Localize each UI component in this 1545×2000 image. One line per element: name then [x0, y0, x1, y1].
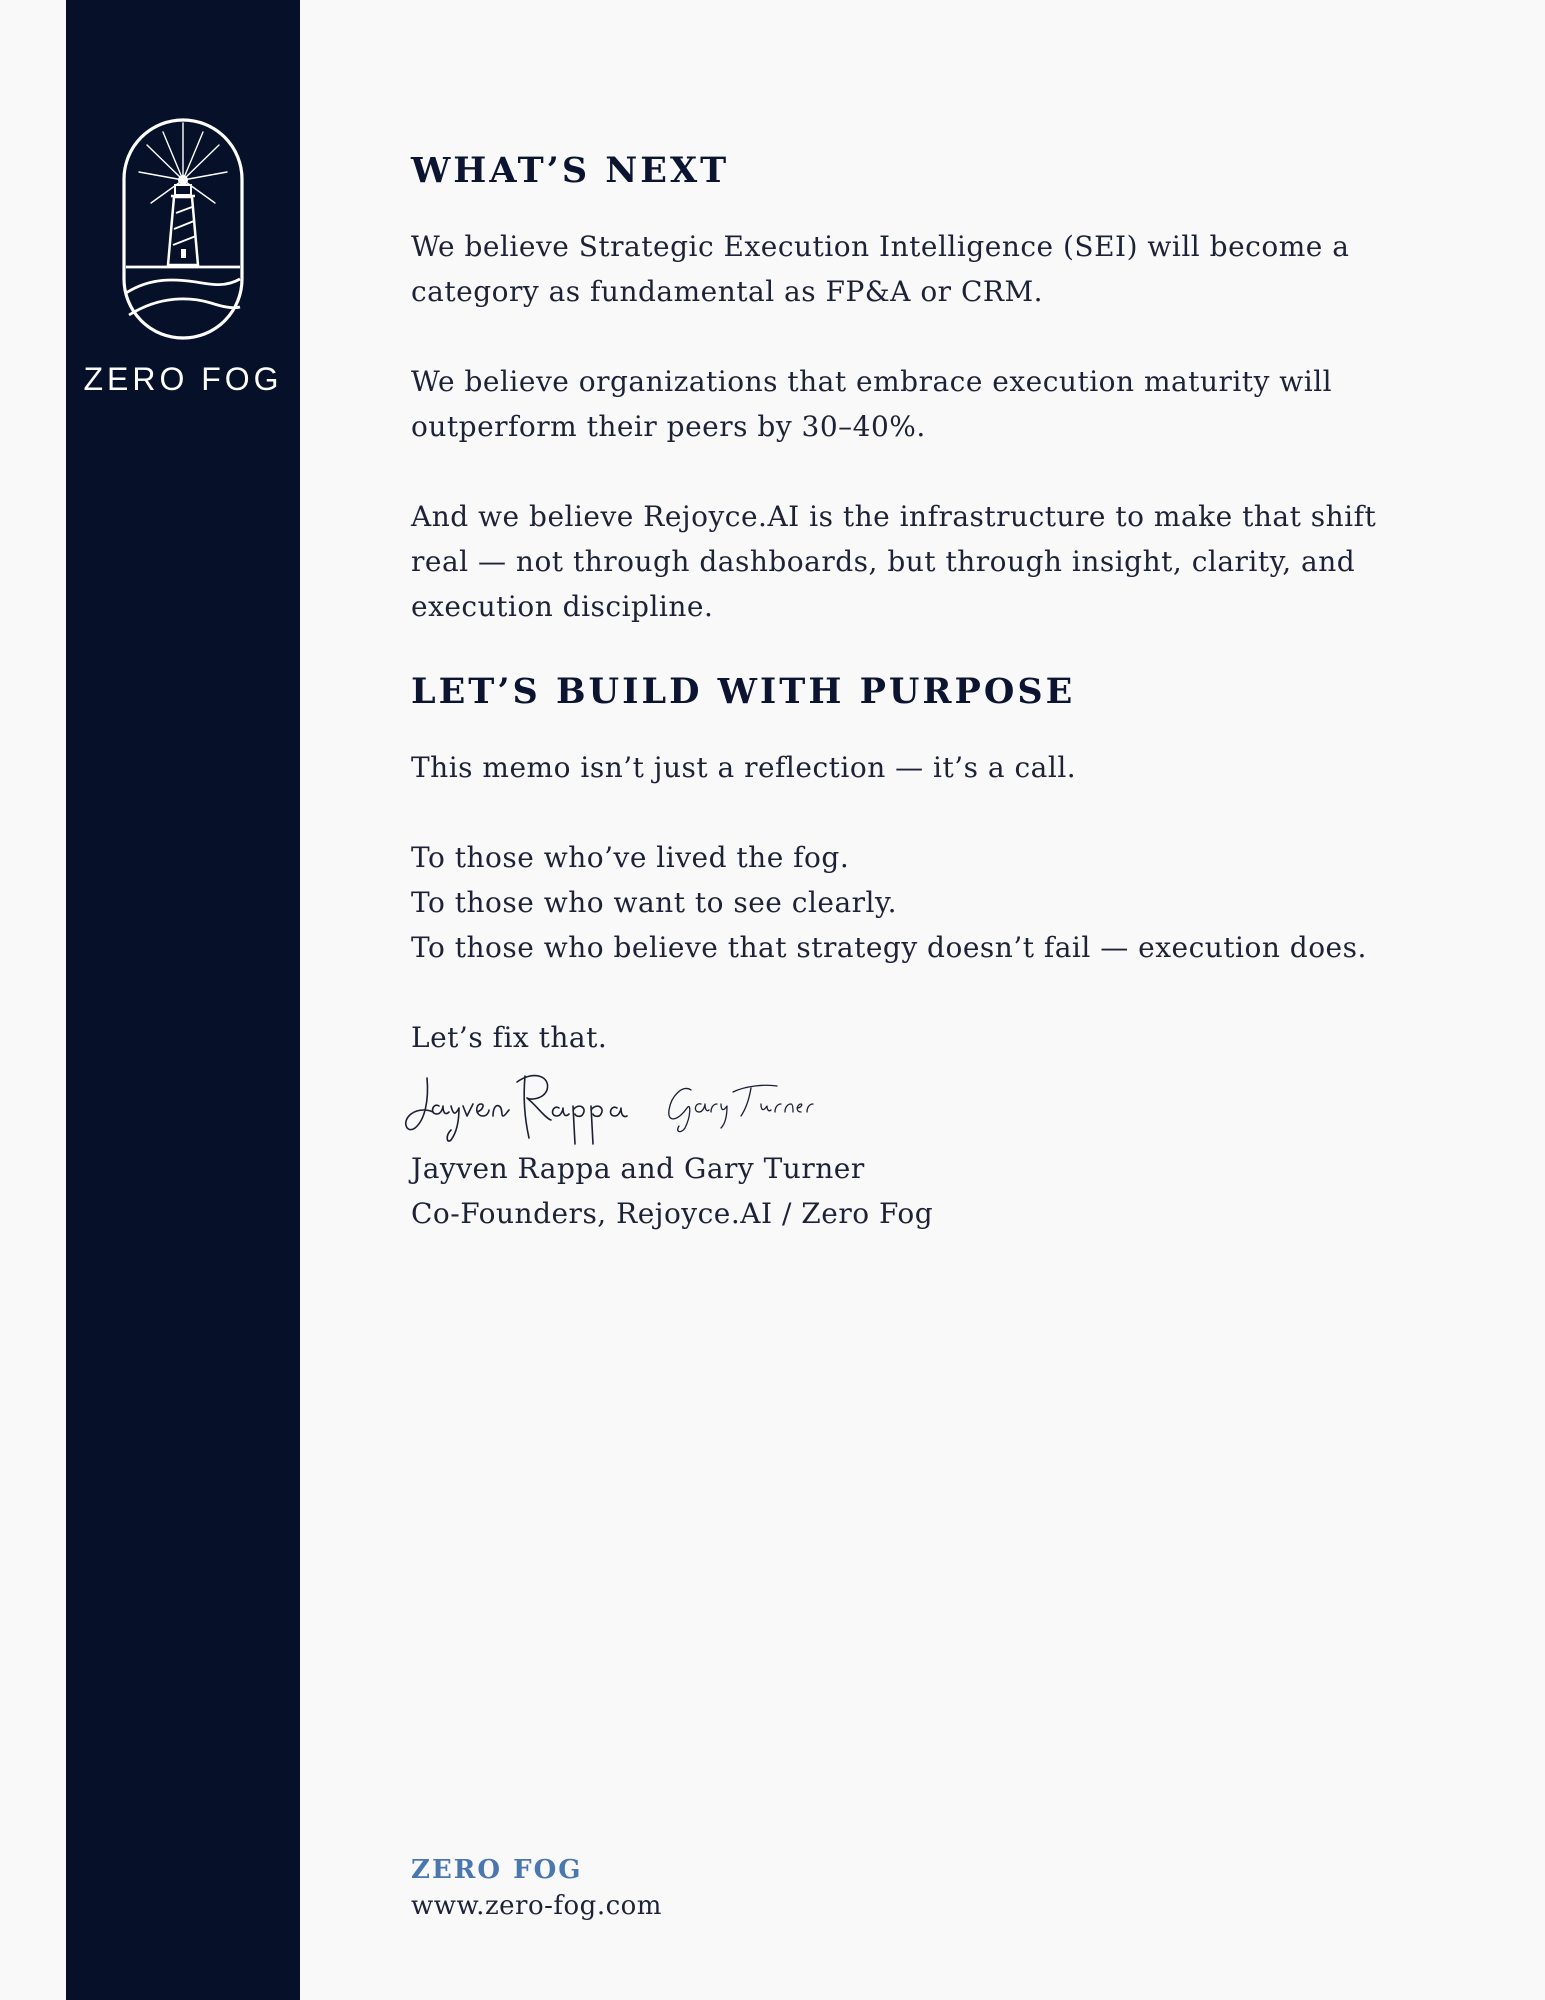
line-see-clearly: To those who want to see clearly.: [411, 886, 898, 919]
paragraph-sei: We believe Strategic Execution Intelligence (SEI) will become a category as fundamental as FP&A or CRM.: [411, 230, 1350, 308]
signatory-title: Co-Founders, Rejoyce.AI / Zero Fog: [411, 1197, 934, 1230]
line-lived-fog: To those who’ve lived the fog.: [411, 841, 850, 874]
paragraph-call: This memo isn’t just a reflection — it’s a call.: [411, 751, 1077, 784]
zero-fog-logo: [66, 117, 300, 398]
paragraph-maturity: We believe organizations that embrace execution maturity will outperform their peers by 30–40%.: [411, 365, 1333, 443]
heading-whats-next: WHAT’S NEXT: [411, 150, 730, 191]
footer-brand: ZERO FOG: [411, 1855, 583, 1885]
memo-body: [411, 150, 1431, 1236]
paragraph-infrastructure: And we believe Rejoyce.AI is the infrastructure to make that shift real — not through dashboards, but through insight, clarity, and execution discipline.: [411, 500, 1377, 623]
line-fix-that: Let’s fix that.: [411, 1021, 608, 1054]
logo-wordmark: ZERO FOG: [83, 361, 283, 397]
signature-jayven-rappa: [406, 1076, 627, 1144]
sidebar: [66, 0, 300, 2000]
signatory-names: Jayven Rappa and Gary Turner: [411, 1152, 865, 1185]
line-execution-does: To those who believe that strategy doesn’t fail — execution does.: [411, 931, 1367, 964]
footer-website-link[interactable]: www.zero-fog.com: [411, 1891, 662, 1921]
signature-gary-turner: [669, 1085, 813, 1131]
footer: [411, 1855, 662, 1921]
heading-build-with-purpose: LET’S BUILD WITH PURPOSE: [411, 671, 1076, 712]
signatures: [411, 1060, 1431, 1146]
lighthouse-icon: [121, 117, 245, 341]
